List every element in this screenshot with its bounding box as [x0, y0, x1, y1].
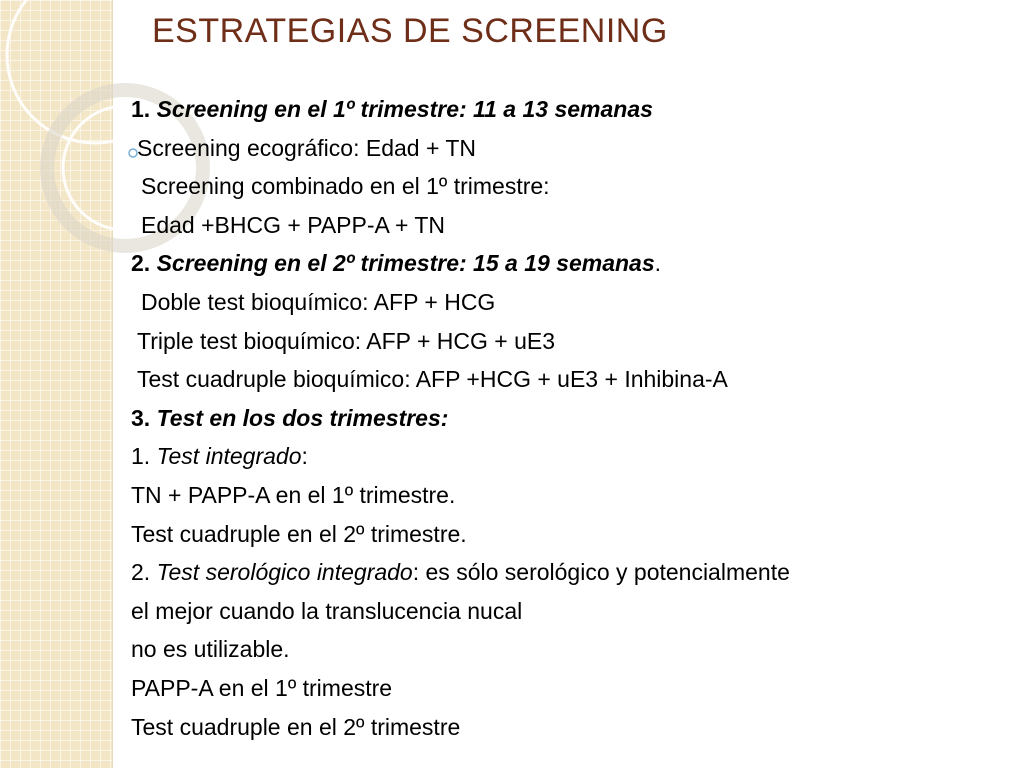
s1-line-2: Screening combinado en el 1º trimestre:: [141, 173, 550, 200]
s3-item-2-title: Test serológico integrado: [156, 559, 413, 586]
s3-item-1-line-2: Test cuadruple en el 2º trimestre.: [131, 520, 467, 547]
section-2-number: 2.: [131, 250, 151, 277]
section-3-heading: [131, 399, 1011, 438]
s3-item-1-title: Test integrado: [156, 443, 302, 470]
s3-item-2-line-3: no es utilizable.: [131, 636, 290, 663]
s2-line-1: Doble test bioquímico: AFP + HCG: [141, 288, 496, 315]
s3-item-2-rest: : es sólo serológico y potencialmente: [412, 559, 790, 586]
s3-item-1-line-1: TN + PAPP-A en el 1º trimestre.: [131, 481, 456, 508]
section-1-number: 1.: [131, 96, 151, 122]
section-3-number: 3.: [131, 404, 151, 431]
section-1-heading: [131, 90, 1011, 129]
s3-item-1-heading: [131, 437, 1011, 476]
section-3-title: Test en los dos trimestres:: [150, 404, 449, 431]
s1-line-3: Edad +BHCG + PAPP-A + TN: [141, 211, 446, 238]
s3-item-2-heading: [131, 553, 1011, 592]
section-1-title: Screening en el 1º trimestre: 11 a 13 semanas: [150, 96, 653, 122]
s3-item-1-number: 1.: [131, 443, 157, 470]
s3-item-2-line-2: el mejor cuando la translucencia nucal: [131, 597, 523, 624]
s3-item-2-line-4: PAPP-A en el 1º trimestre: [131, 674, 393, 701]
slide-title: ESTRATEGIAS DE SCREENING: [152, 12, 668, 50]
section-2-title: Screening en el 2º trimestre: 15 a 19 semanas: [150, 250, 655, 277]
s2-line-3: Test cuadruple bioquímico: AFP +HCG + uE3 + Inhibina-A: [137, 366, 728, 393]
s3-item-1-colon: :: [301, 443, 308, 470]
s3-item-2-number: 2.: [131, 559, 157, 586]
slide-body: [131, 90, 1011, 746]
s2-line-2: Triple test bioquímico: AFP + HCG + uE3: [137, 327, 556, 354]
section-2-period: .: [654, 250, 662, 277]
decorative-side-panel: [0, 0, 113, 768]
s1-line-1: Screening ecográfico: Edad + TN: [137, 134, 477, 161]
section-2-heading: [131, 244, 1011, 283]
s3-item-2-line-5: Test cuadruple en el 2º trimestre: [131, 713, 461, 740]
